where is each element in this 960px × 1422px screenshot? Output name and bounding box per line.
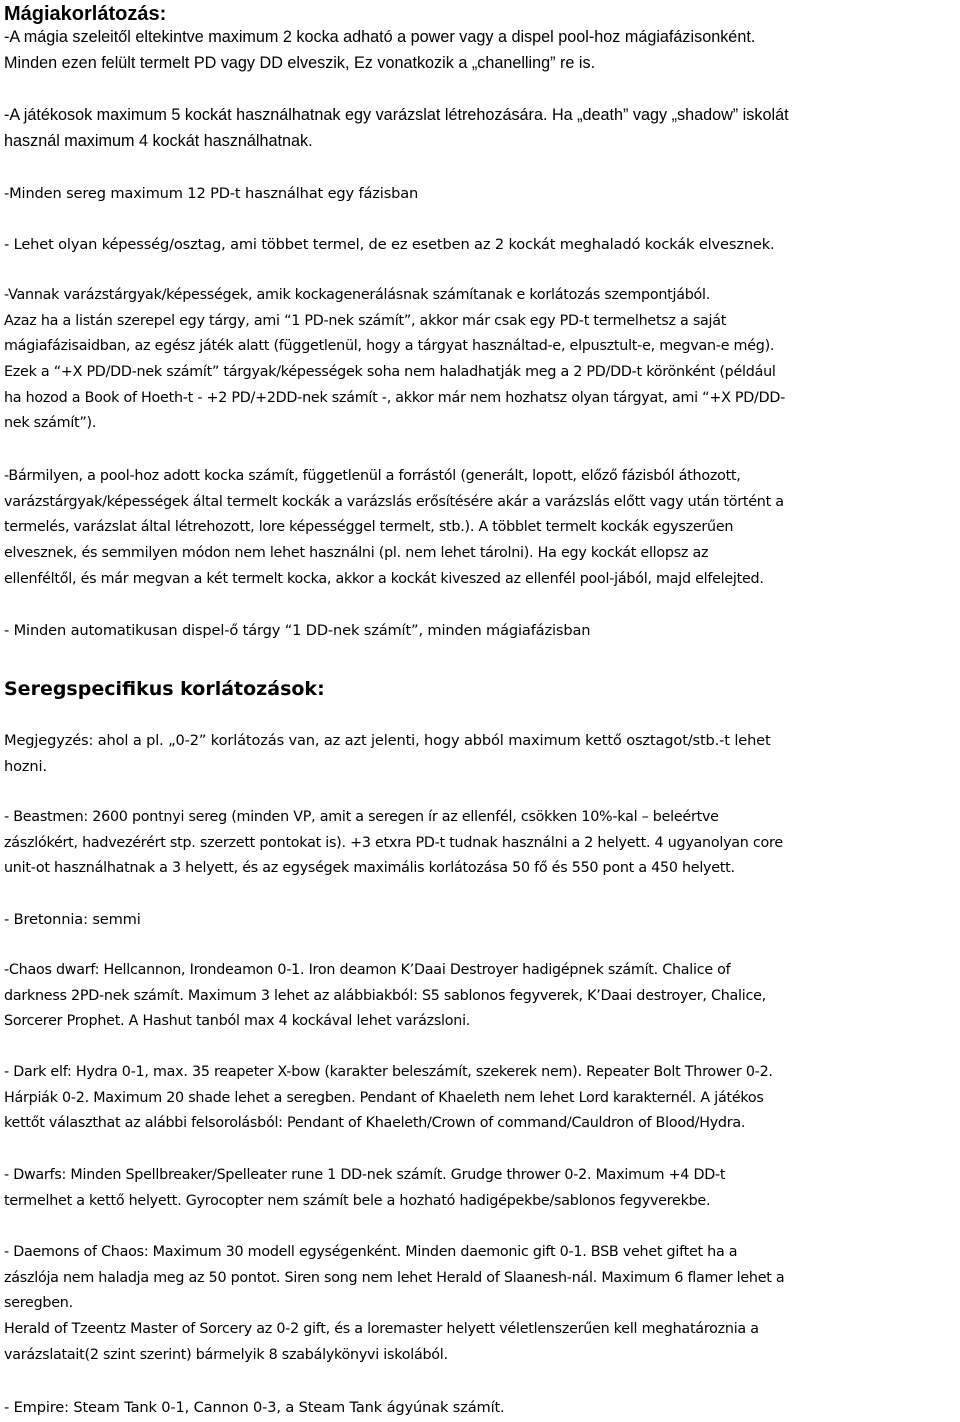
text-line: varázstárgyak/képességek által termelt kockák a varázslás erősítésére akár a varázslás előtt vagy után történt a xyxy=(4,493,784,510)
heading-army-restrictions: Seregspecifikus korlátozások: xyxy=(4,678,325,700)
paragraph-beastmen xyxy=(4,805,958,882)
text-line: - Daemons of Chaos: Maximum 30 modell egységenként. Minden daemonic gift 0-1. BSB vehet giftet ha a xyxy=(4,1244,738,1260)
text-line: -Bármilyen, a pool-hoz adott kocka számít, függetlenül a forrástól (generált, lopott, előző fázisból áthozott, xyxy=(4,468,741,484)
text-line: - Minden automatikusan dispel-ő tárgy “1 DD-nek számít”, minden mágiafázisban xyxy=(4,622,591,639)
text-line: -A játékosok maximum 5 kockát használhatnak egy varázslat létrehozására. Ha „death” vagy „shadow” iskolát xyxy=(4,106,789,124)
text-line: hozni. xyxy=(4,757,47,775)
paragraph-extra-dice xyxy=(4,232,958,258)
text-line: - Empire: Steam Tank 0-1, Cannon 0-3, a Steam Tank ágyúnak számít. xyxy=(4,1399,505,1416)
heading-magic-restrictions: Mágiakorlátozás: xyxy=(4,3,167,25)
paragraph-magic-items xyxy=(4,283,958,437)
text-line: -Minden sereg maximum 12 PD-t használhat egy fázisban xyxy=(4,185,419,202)
text-line: használ maximum 4 kockát használhatnak. xyxy=(4,131,313,150)
text-line: Hárpiák 0-2. Maximum 20 shade lehet a seregben. Pendant of Khaeleth nem lehet Lord karakternél. A játékos xyxy=(4,1089,764,1106)
text-line: zászlója nem haladja meg az 50 pontot. Siren song nem lehet Herald of Slaanesh-nál. Maximum 6 flamer lehet a xyxy=(4,1269,785,1286)
text-line: seregben. xyxy=(4,1295,73,1312)
paragraph-dark-elf xyxy=(4,1060,958,1137)
text-line: Megjegyzés: ahol a pl. „0-2” korlátozás van, az azt jelenti, hogy abból maximum kettő osztagot/stb.-t lehet xyxy=(4,732,771,749)
text-line: nek számít”). xyxy=(4,415,97,432)
text-line: kettőt választhat az alábbi felsorolásból: Pendant of Khaeleth/Crown of command/Cauldron of Blood/Hydra. xyxy=(4,1115,746,1132)
paragraph-max-pd xyxy=(4,181,958,207)
text-line: darkness 2PD-nek számít. Maximum 3 lehet az alábbiakból: S5 sablonos fegyverek, K’Daai destroyer, Chalice, xyxy=(4,987,766,1004)
text-line: varázslatait(2 szint szerint) bármelyik 8 szabálykönyvi iskolából. xyxy=(4,1346,448,1363)
text-line: Herald of Tzeentz Master of Sorcery az 0-2 gift, és a loremaster helyett véletlenszerűen kell meghatároznia a xyxy=(4,1321,759,1338)
text-line: unit-ot használhatnak a 3 helyett, és az egységek maximális korlátozása 50 fő és 550 pont a 450 helyett. xyxy=(4,860,735,877)
paragraph-any-dice xyxy=(4,464,958,592)
text-line: Sorcerer Prophet. A Hashut tanból max 4 kockával lehet varázsloni. xyxy=(4,1013,471,1030)
text-line: Ezek a “+X PD/DD-nek számít” tárgyak/képességek soha nem haladhatják meg a 2 PD/DD-t körönként (például xyxy=(4,364,776,381)
text-line: ellenféltől, és már megvan a két termelt kocka, akkor a kockát kiveszed az ellenfél pool-jából, majd elfelejted. xyxy=(4,570,764,587)
text-line: - Dark elf: Hydra 0-1, max. 35 reapeter X-bow (karakter beleszámít, szekerek nem). Repeater Bolt Thrower 0-2. xyxy=(4,1064,773,1080)
text-line: -Chaos dwarf: Hellcannon, Irondeamon 0-1. Iron deamon K’Daai Destroyer hadigépnek számít. Chalice of xyxy=(4,962,731,978)
text-line: mágiafázisaidban, az egész játék alatt (függetlenül, hogy a tárgyat használtad-e, elpusztult-e, megvan-e még). xyxy=(4,338,775,355)
text-line: ha hozod a Book of Hoeth-t - +2 PD/+2DD-nek számít -, akkor már nem hozhatsz olyan tárgyat, ami “+X PD/DD- xyxy=(4,389,786,406)
text-line: -A mágia szeleitől eltekintve maximum 2 kocka adható a power vagy a dispel pool-hoz mágiafázisonként. xyxy=(4,28,756,46)
text-line: - Dwarfs: Minden Spellbreaker/Spelleater rune 1 DD-nek számít. Grudge thrower 0-2. Maximum +4 DD-t xyxy=(4,1167,726,1183)
text-line: - Lehet olyan képesség/osztag, ami többet termel, de ez esetben az 2 kockát meghaladó kockák elvesznek. xyxy=(4,236,775,253)
paragraph-auto-dispel xyxy=(4,618,958,644)
text-line: zászlókért, hadvezérért stp. szerzett pontokat is). +3 etxra PD-t tudnak használni a 2 helyett. 4 ugyanolyan core xyxy=(4,834,783,851)
paragraph-empire xyxy=(4,1395,958,1421)
paragraph-dwarfs xyxy=(4,1163,958,1214)
text-line: Minden ezen felült termelt PD vagy DD elveszik, Ez vonatkozik a „chanelling” re is. xyxy=(4,53,596,72)
text-line: - Bretonnia: semmi xyxy=(4,911,141,928)
paragraph-note xyxy=(4,728,958,779)
text-line: elvesznek, és semmilyen módon nem lehet használni (pl. nem lehet tárolni). Ha egy kockát ellopsz az xyxy=(4,545,709,562)
paragraph-magic-winds xyxy=(4,25,958,76)
paragraph-max-dice xyxy=(4,103,958,154)
paragraph-bretonnia xyxy=(4,907,958,933)
paragraph-chaos-dwarf xyxy=(4,958,958,1035)
text-line: termelhet a kettő helyett. Gyrocopter nem számít bele a hozható hadigépekbe/sablonos fegyverekbe. xyxy=(4,1192,711,1209)
text-line: termelés, varázslat által létrehozott, lore képességgel termelt, stb.). A többlet termelt kockák egyszerűen xyxy=(4,519,734,536)
paragraph-daemons xyxy=(4,1240,958,1368)
text-line: - Beastmen: 2600 pontnyi sereg (minden VP, amit a seregen ír az ellenfél, csökken 10%-kal – beleértve xyxy=(4,809,719,825)
text-line: Azaz ha a listán szerepel egy tárgy, ami “1 PD-nek számít”, akkor már csak egy PD-t termelhetsz a saját xyxy=(4,312,727,329)
text-line: -Vannak varázstárgyak/képességek, amik kockagenerálásnak számítanak e korlátozás szempontjából. xyxy=(4,287,711,303)
